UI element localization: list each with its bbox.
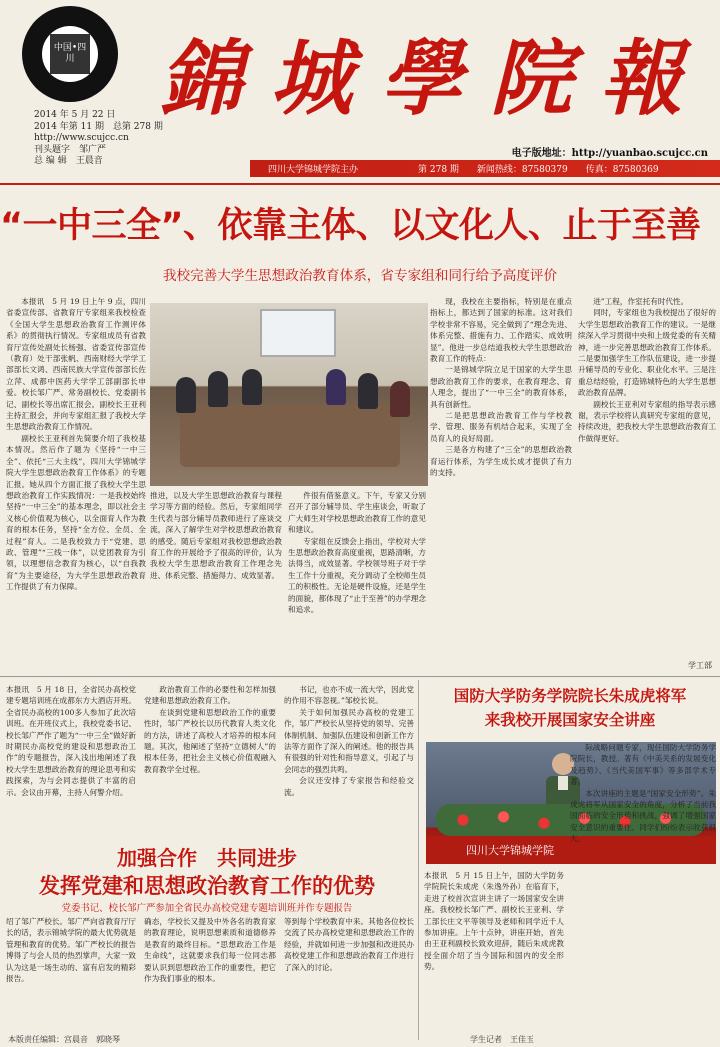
attendee-figure — [390, 381, 410, 417]
footer-editors: 本版责任编辑：宫晨音 郭晓琴 — [8, 1035, 120, 1044]
story3-title-line2: 发挥党建和思想政治教育工作的优势 — [39, 874, 375, 898]
masthead — [0, 0, 720, 183]
meeting-photo — [150, 303, 428, 486]
publish-date: 2014 年 5 月 22 日 — [34, 110, 116, 120]
stage-banner: 四川大学锦城学院 — [426, 836, 716, 864]
newspaper-brand: 錦城學院報 — [160, 31, 710, 127]
lead-subhead: 我校完善大学生思想政治教育体系，省专家组和同行给予高度评价 — [162, 268, 558, 284]
section-divider — [0, 676, 720, 677]
issue-meta — [34, 110, 163, 168]
seal-emblem: 中国•四川 — [50, 34, 90, 74]
column-rule — [418, 680, 419, 1040]
story4-column-1: 本报讯 5 月 15 日上午，国防大学防务学院院长朱成虎（朱逸外孙）在临育下，走进了校首次宣讲主讲了一场国家安全讲座。我校校长邹广严、副校长王亚利、学工部长庄文平等领导及老师和同学近千人参加讲座。上午十点钟，讲座开始，首先由王亚利副校长致欢迎辞，随后朱成虎教授全面介绍了当今国际和国内的安全形势。 — [424, 871, 564, 972]
lead-column-1: 本报讯 5 月 19 日上午 9 点，四川省委宣传部、省教育厅专家组来我校检查《全国大学生思想政治教育工作测评体系》的贯彻执行情况。专家组成员有省教育厅宣传处副处长杨强、省委宣传部宣传（教育）处干部张帆、西南财经大学学工部部长文鸿、西南民族大学宣传部部长佐立萍、成都中医药大学学工部副部长申爱。校长邹广严、常务副校长、党委副书记、副校长等出席汇报会。副校长王亚利主持汇报会，并向专家组汇报了我校大学生思想政治教育工作情况。 副校长王亚利首先简要介绍了我校基本情况。然后作了题为《坚持“一中三全”、依托“三大主线”，四川大学锦城学院大学生思想政治教育工作体系》的专题汇报。她从四个方面汇报了我校大学生思想政治教育工作实践情况：一是我校始终坚持“一中三全”的基本理念，即以社会主义核心价值观为核心，以全面育人作为教育的根本任务，坚持“全方位、全员、全过程”育人。二是我校致力于“党建、思政、管理”“三线一体”，以党团教育为引领，以理想信念教育为核心，以“自我教育”为主要途径，为大学生思想政治教育工作提供了有力保障。 — [6, 297, 146, 592]
story3-column-2: 确态，学校长又提及中外各名的教育家的教育理论，说明思想素质和道德修养是教育的最终目标。“思想政治工作是生命线”，这就要求我们每一位同志都要认识到思想政治工作的重要性，把它作为我们事业的根本。 — [144, 917, 276, 984]
story3-column-1: 绍了邹广严校长。邹广严向省教育厅厅长的话，表示锦城学院的最大优势就是管理和教育的优势。邹广严校长的报告博得了与会人员的热烈掌声，大家一致认为这是一场生动的、富有启发的精彩报告。 — [6, 917, 136, 984]
news-hotline: 新闻热线：87580379 — [476, 165, 568, 175]
attendee-figure — [176, 377, 196, 413]
fax-number: 传真：87580369 — [585, 165, 659, 175]
bar-issue: 第 278 期 — [418, 165, 459, 175]
seal-inner-ring — [42, 26, 98, 82]
university-seal — [22, 6, 118, 102]
epaper-address[interactable]: 电子版地址：http://yuanbao.scujcc.cn — [511, 148, 708, 159]
conference-table — [180, 405, 400, 467]
story4-title-line1: 国防大学防务学院院长朱成虎将军 — [453, 687, 687, 705]
issue-number: 2014 年第 11 期 总第 278 期 — [34, 121, 163, 132]
masthead-inscription: 刊头题字 邹广严 — [34, 144, 107, 155]
attendee-figure — [358, 373, 378, 409]
projector-screen — [260, 309, 336, 357]
story4-column-2: 际战略问题专家，现任国防大学防务学院院长，教授。著有《中美关系的发展变化及趋势》、《当代美国军事》等多部学术专著。 本次讲座的主题是“国家安全形势”。朱成虎将军从国家安全的角度，分析了当前我国面临的安全形势和挑战，强调了增强国家安全意识的重要性。同学们纷纷表示收获很大。 — [570, 743, 716, 844]
story2-column-2: 政治教育工作的必要性和怎样加强党建和思想政治教育工作。 在谈到党建和思想政治工作的重要性时，邹广严校长以历代教育人类文化的方法，讲述了高校人才培养的根本问题。其次，他阐述了坚持“立德树人”的根本任务，把社会主义核心价值观融入教育教学全过程。 — [144, 685, 276, 774]
story3-column-3: 等到每个学校教育中来。其他各位校长交流了民办高校党建和思想政治工作的经验，并就如何进一步加强和改进民办高校党建工作和思想政治教育工作进行了深入的讨论。 — [284, 917, 414, 972]
chief-editor: 总 编 辑 王晨音 — [34, 156, 103, 166]
lead-column-2: 推进，以及大学生思想政治教育与课程学习等方面的经验。然后，专家组同学生代表与部分辅导员教师进行了座谈交流，深入了解学生对学校思想政治教育的感受。随后专家组对我校思想政治教育工作的开展给予了很高的评价，认为我校大学生思想政治教育工作理念先进、体系完整、措施得力、成效显著。 — [150, 491, 282, 580]
story2-column-3: 书记，也亦不成一流大学，因此党的作用不容忽视。”邹校长说。 关于如何加强民办高校的党建工作，邹广严校长从坚持党的领导、完善体制机制、加强队伍建设和创新工作方法等方面作了深入的阐述。他的报告具有很强的针对性和指导意义，引起了与会同志的强烈共鸣。 会议还安排了专家报告和经验交流。 — [284, 685, 414, 797]
attendee-figure — [326, 369, 346, 405]
story3-subtitle: 党委书记、校长邹广严参加全省民办高校党建专题培训班并作专题报告 — [61, 903, 353, 914]
story2-column-1: 本报讯 5 月 18 日，全省民办高校党建专题培训班在成都东方大酒店开班。全省民办高校的100多人参加了此次培训班。在开班仪式上，我校党委书记、校长邹广严作了题为“一中三全”做好新时期民办高校党的建设和思想政治工作”的专题报告，深入浅出地阐述了我校大学生思想政治教育的理论思考和实践探索，为与会同志提供了丰富的启示。会议由开幕，主持人何警介绍。 — [6, 685, 136, 797]
lead-headline: “一中三全”、依靠主体、以文化人、止于至善 — [0, 206, 701, 246]
page-footer — [0, 1034, 720, 1045]
lead-column-4: 件很有借鉴意义。下午，专家又分别召开了部分辅导员、学生座谈会，听取了广大师生对学校思想政治教育工作的意见和建议。 专家组在反馈会上指出，学校对大学生思想政治教育高度重视，思路清晰，方法得当，成效显著。学校领导班子对于学生工作十分重视，充分调动了全校师生员工的积极性。无论是硬件设施，还是学生的面貌，都体现了“止于至善”的办学理念和追求。 — [288, 491, 426, 615]
website-url[interactable]: http://www.scujcc.cn — [34, 133, 129, 143]
masthead-divider — [0, 183, 720, 185]
lead-column-3: 现，我校在主要指标，特别是在重点指标上，都达到了国家的标准。这对我们学校非常不容易，完全做到了“理念先进、体系完整、措施有力、工作踏实、成效明显”。他进一步总结道我校大学生思想政治教育工作的特点： 一是锦城学院立足于国家的大学生思想政治教育工作的要求，在教育理念、育人理念，提出了“一中三全”的教育体系，具有创新性。 二是把思想政治教育工作与学校教学、管理、服务有机结合起来，实现了全员育人的良好局面。 三是各方构建了“三全”的思想政治教育运行体系，为学生成长成才提供了有力的支持。 — [430, 297, 572, 478]
attendee-figure — [208, 371, 228, 407]
masthead-info-bar — [250, 160, 720, 177]
story3-title-line1: 加强合作 共同进步 — [117, 846, 297, 870]
lead-column-5: 进”工程，作室托有时代性。 同时，专家组也为我校提出了很好的大学生思想政治教育工作的建议。一是继续深入学习贯彻中央和上级党委的有关精神，进一步完善思想政治教育工作体系。二是要加强学生工作队伍建设，进一步提升辅导员的专业化、职业化水平。三是注重总结经验，打造锦城特色的大学生思想政治教育品牌。 副校长王亚利对专家组的指导表示感谢，表示学校将认真研究专家组的意见，持续改进，把我校大学生思想政治教育工作做得更好。 — [578, 297, 716, 443]
lead-byline: 学工部 — [688, 661, 712, 670]
attendee-figure — [242, 369, 262, 405]
story4-title-line2: 来我校开展国家安全讲座 — [484, 711, 656, 729]
footer-reporter: 学生记者 王佳玉 — [470, 1035, 534, 1044]
sponsor-label: 四川大学锦城学院主办 — [268, 165, 359, 175]
